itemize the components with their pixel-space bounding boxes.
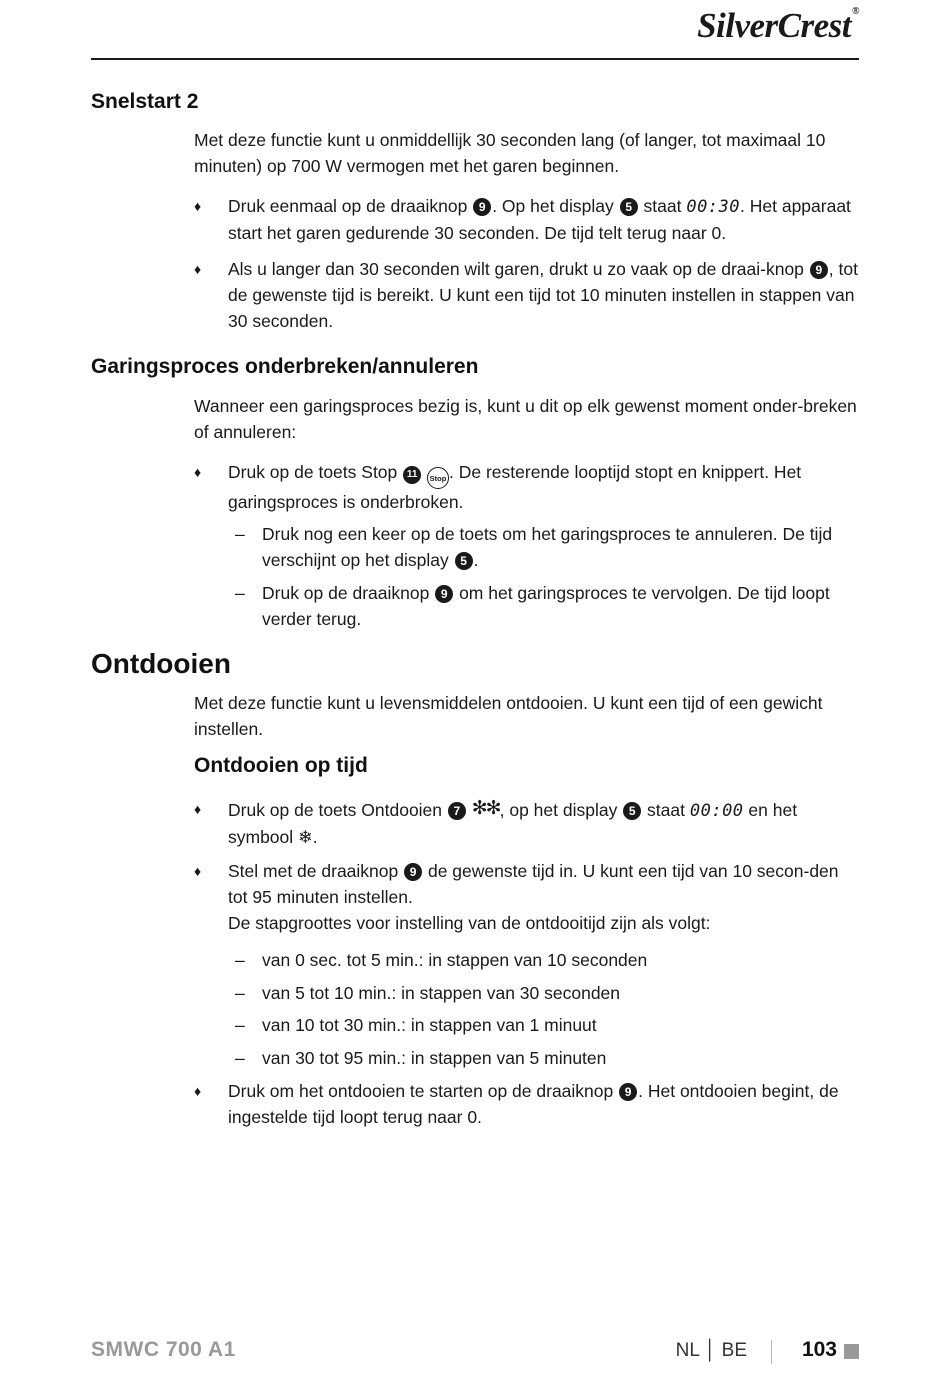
ref-number-9: 9 bbox=[619, 1083, 637, 1101]
list-item: ♦ Druk op de toets Ontdooien 7 ✻✻, op het display 5 staat 00:00 en het symbool ❄. bbox=[194, 798, 798, 847]
list-item: – van 10 tot 30 min.: in stappen van 1 minuut bbox=[235, 1015, 597, 1035]
brand-logo: SilverCrest® bbox=[697, 6, 859, 45]
section-title-onderbreken: Garingsproces onderbreken/annuleren bbox=[91, 355, 479, 378]
list-item: ♦ Druk om het ontdooien te starten op de draaiknop 9 . Het ontdooien begint, de ingestelde tijd loopt terug naar 0. bbox=[194, 1078, 860, 1130]
bullet-icon: ♦ bbox=[194, 198, 202, 214]
ontdooien-intro: Met deze functie kunt u levensmiddelen ontdooien. U kunt een tijd of een gewicht instellen. bbox=[194, 693, 823, 739]
page-footer bbox=[91, 1338, 859, 1374]
snelstart-intro: Met deze functie kunt u onmiddellijk 30 seconden lang (of langer, tot maximaal 10 minuten) op 700 W vermogen met het garen beginnen. bbox=[194, 130, 826, 176]
bullet-icon: ♦ bbox=[194, 464, 202, 480]
list-item: – van 5 tot 10 min.: in stappen van 30 seconden bbox=[235, 983, 621, 1003]
defrost-symbol-icon: ❄ bbox=[298, 827, 313, 847]
ref-number-9: 9 bbox=[473, 198, 491, 216]
square-marker-icon bbox=[844, 1344, 859, 1359]
bullet-icon: ♦ bbox=[194, 261, 202, 277]
language-label: NL │ BE bbox=[675, 1340, 747, 1361]
ref-number-5: 5 bbox=[623, 802, 641, 820]
list-item: ♦ Stel met de draaiknop 9 de gewenste tijd in. U kunt een tijd van 10 secon-den tot 95 minuten instellen. De stapgroottes voor instelling van de ontdooitijd zijn als volgt: bbox=[194, 858, 860, 936]
stop-icon: Stop bbox=[427, 467, 449, 489]
ref-number-9: 9 bbox=[810, 261, 828, 279]
page-number: 103 bbox=[801, 1338, 837, 1361]
model-number: SMWC 700 A1 bbox=[91, 1338, 236, 1361]
list-item: ♦ Druk eenmaal op de draaiknop 9 . Op het display 5 staat 00:30. Het apparaat start het garen gedurende 30 seconden. De tijd telt terug naar 0. bbox=[194, 193, 860, 246]
divider bbox=[771, 1340, 772, 1364]
onderbreken-intro: Wanneer een garingsproces bezig is, kunt u dit op elk gewenst moment onder-breken of annuleren: bbox=[194, 396, 857, 442]
lcd-display-text: 00:30 bbox=[686, 197, 741, 217]
list-item: – Druk op de draaiknop 9 om het garingsproces te vervolgen. De tijd loopt verder terug. bbox=[235, 583, 830, 629]
bullet-icon: ♦ bbox=[194, 1083, 202, 1099]
ref-number-9: 9 bbox=[404, 863, 422, 881]
bullet-icon: ♦ bbox=[194, 801, 202, 817]
defrost-icon: ✻✻ bbox=[471, 798, 500, 819]
ref-number-9: 9 bbox=[435, 585, 453, 603]
ref-number-5: 5 bbox=[455, 552, 473, 570]
ref-number-11: 11 bbox=[403, 466, 421, 484]
ref-number-7: 7 bbox=[448, 802, 466, 820]
list-item: – Druk nog een keer op de toets om het garingsproces te annuleren. De tijd verschijnt op het display 5 . bbox=[235, 524, 833, 570]
page-header bbox=[91, 0, 859, 60]
list-item: ♦ Als u langer dan 30 seconden wilt garen, drukt u zo vaak op de draai-knop 9 , tot de gewenste tijd is bereikt. U kunt een tijd tot 10 minuten instellen in stappen van 30 seconden. bbox=[194, 256, 860, 334]
subsection-title-ontdooien-op-tijd: Ontdooien op tijd bbox=[194, 754, 368, 777]
section-title-ontdooien: Ontdooien bbox=[91, 648, 231, 679]
section-title-snelstart: Snelstart 2 bbox=[91, 90, 199, 113]
list-item: – van 0 sec. tot 5 min.: in stappen van 10 seconden bbox=[235, 950, 648, 970]
bullet-icon: ♦ bbox=[194, 863, 202, 879]
list-item: ♦ Druk op de toets Stop 11 Stop . De resterende looptijd stopt en knippert. Het garingsproces is onderbroken. bbox=[194, 459, 860, 515]
ref-number-5: 5 bbox=[620, 198, 638, 216]
list-item: – van 30 tot 95 min.: in stappen van 5 minuten bbox=[235, 1048, 607, 1068]
lcd-display-text: 00:00 bbox=[689, 801, 744, 821]
